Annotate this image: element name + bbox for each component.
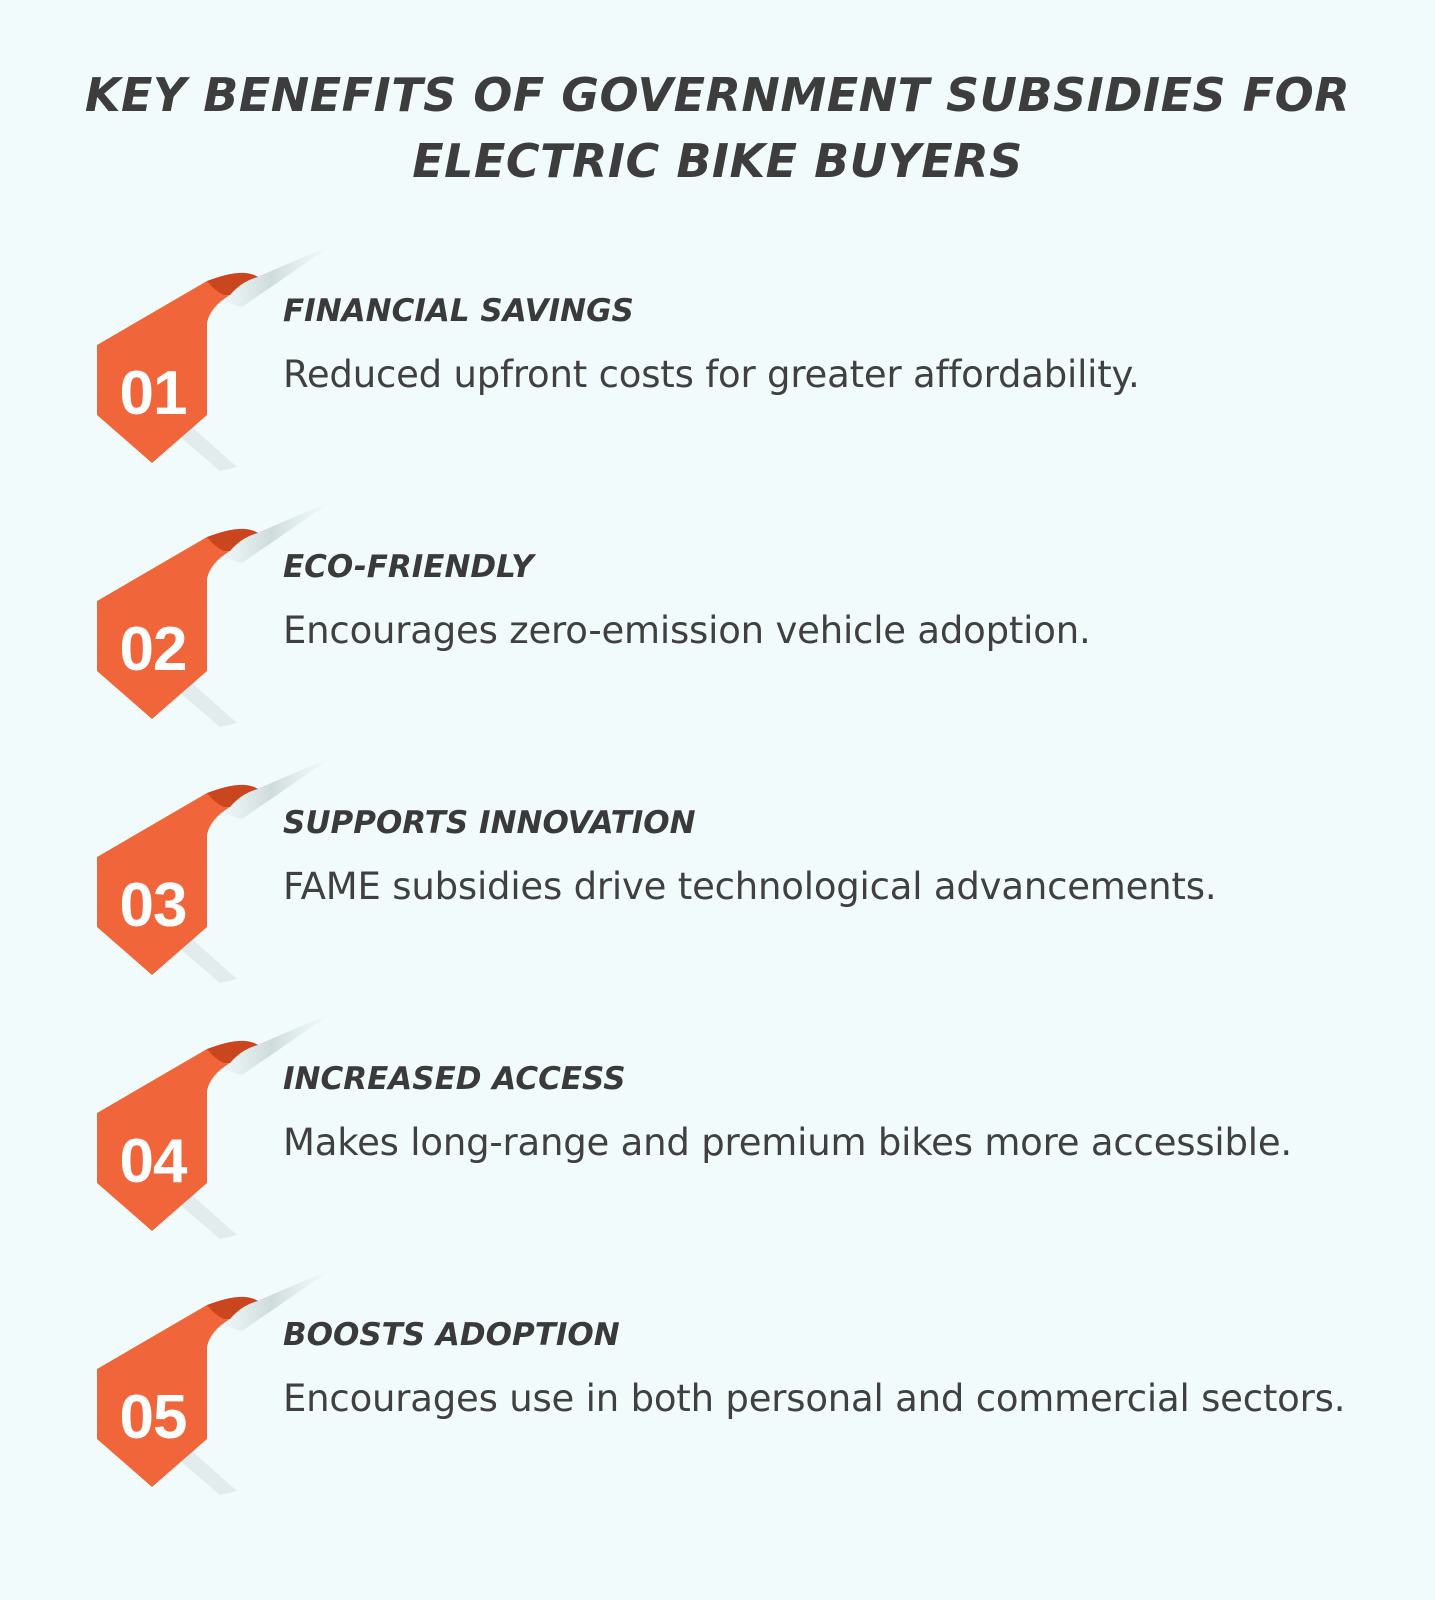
- page-title-line-2: ELECTRIC BIKE BUYERS: [412, 134, 1023, 188]
- benefit-description-1: Reduced upfront costs for greater affordability.: [283, 353, 1140, 396]
- page-title: [40, 62, 1395, 194]
- benefit-heading-3: SUPPORTS INNOVATION: [283, 805, 696, 841]
- badge-number-2: 02: [119, 615, 187, 684]
- benefit-description-3: FAME subsidies drive technological advancements.: [283, 865, 1217, 908]
- badge-number-5: 05: [119, 1383, 187, 1452]
- benefit-item-1: [0, 245, 1435, 501]
- benefit-heading-4: INCREASED ACCESS: [283, 1061, 626, 1097]
- benefit-description-5: Encourages use in both personal and commercial sectors.: [283, 1377, 1346, 1420]
- benefit-description-4: Makes long-range and premium bikes more accessible.: [283, 1121, 1292, 1164]
- benefit-item-2: [0, 501, 1435, 757]
- benefit-description-2: Encourages zero-emission vehicle adoption.: [283, 609, 1091, 652]
- page-title-line-1: KEY BENEFITS OF GOVERNMENT SUBSIDIES FOR: [84, 68, 1351, 122]
- benefit-item-3: [0, 757, 1435, 1013]
- benefit-item-5: [0, 1269, 1435, 1525]
- badge-number-3: 03: [119, 871, 187, 940]
- benefit-item-4: [0, 1013, 1435, 1269]
- benefit-heading-2: ECO-FRIENDLY: [283, 549, 534, 585]
- benefit-heading-5: BOOSTS ADOPTION: [283, 1317, 620, 1353]
- badge-number-1: 01: [119, 359, 187, 428]
- badge-number-4: 04: [119, 1127, 187, 1196]
- benefit-heading-1: FINANCIAL SAVINGS: [283, 293, 634, 329]
